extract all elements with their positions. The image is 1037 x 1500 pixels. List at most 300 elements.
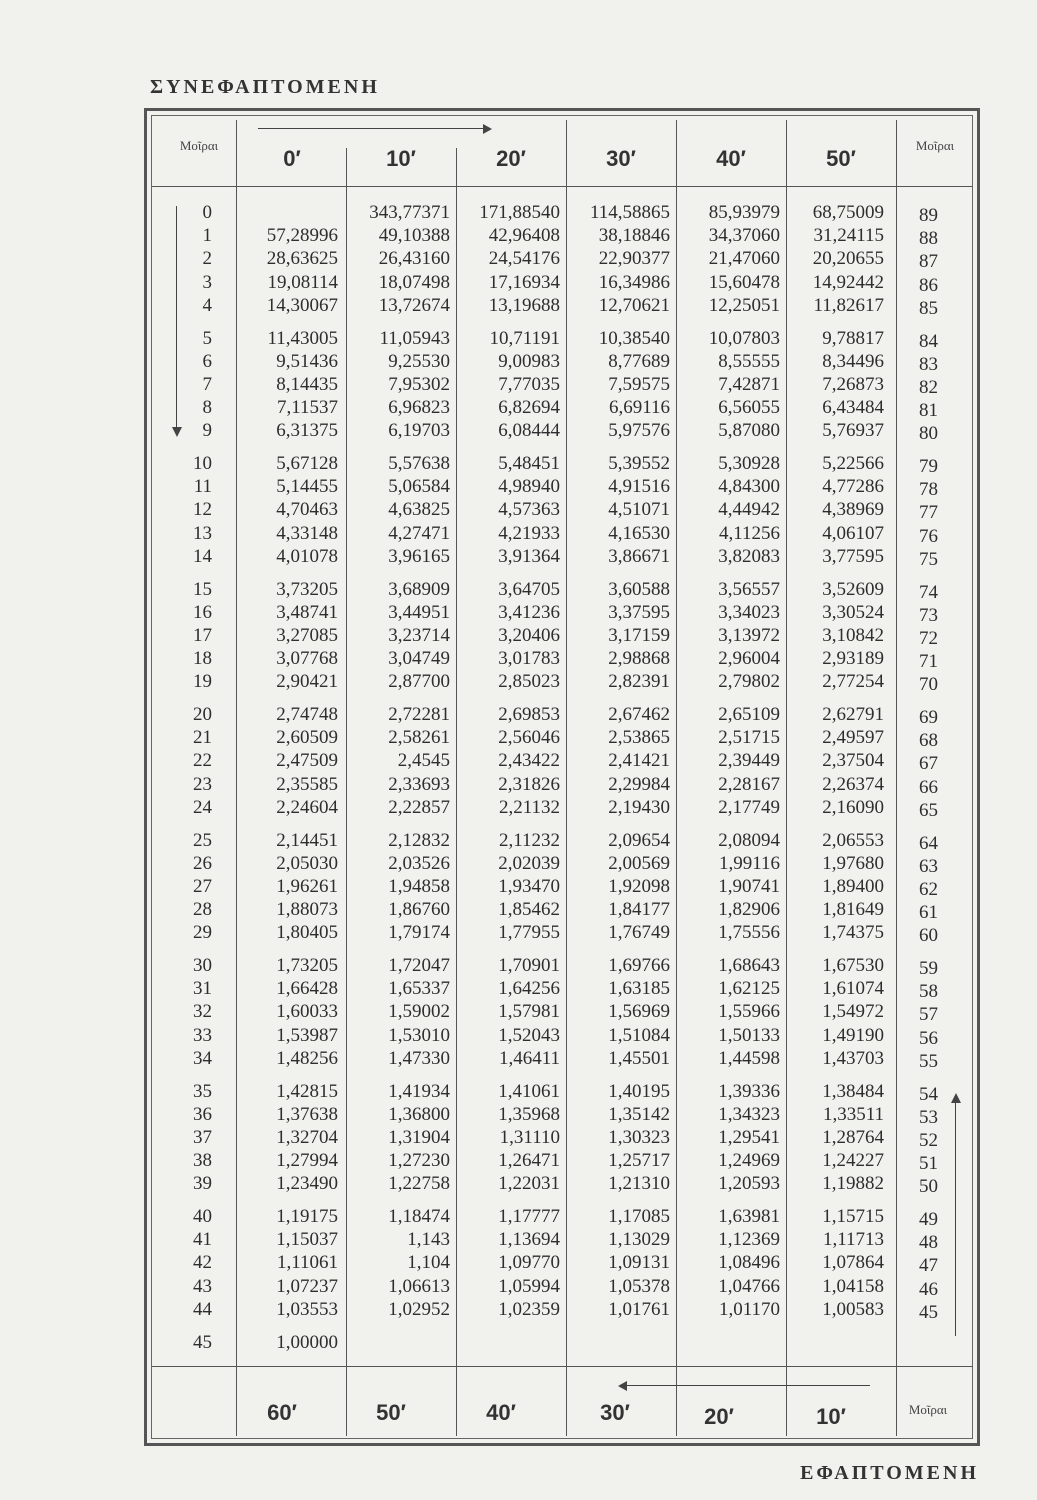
- table-cell: 10,38540: [598, 327, 670, 349]
- row-complement-degree: 46: [919, 1278, 938, 1300]
- table-cell: 1,69766: [608, 955, 670, 976]
- table-cell: 1,52043: [498, 1024, 560, 1046]
- table-cell: 7,95302: [388, 373, 450, 395]
- row-degree: 9: [202, 420, 212, 442]
- table-cell: 14,30067: [266, 294, 338, 316]
- table-cell: 4,57363: [498, 499, 560, 521]
- table-cell: 1,19882: [822, 1173, 884, 1195]
- table-cell: 1,01761: [608, 1298, 670, 1320]
- table-cell: 1,27230: [388, 1150, 450, 1172]
- table-cell: 10,71191: [489, 327, 560, 349]
- table-cell: 1,89400: [822, 875, 884, 897]
- row-degree: 8: [202, 397, 212, 419]
- row-degree: 39: [193, 1173, 212, 1195]
- table-cell: 2,82391: [608, 671, 670, 693]
- table-cell: 1,79174: [388, 922, 450, 944]
- table-cell: 2,79802: [718, 671, 780, 693]
- row-complement-degree: 61: [919, 902, 938, 924]
- table-cell: 4,01078: [276, 545, 338, 567]
- row-degree: 36: [193, 1103, 212, 1125]
- table-cell: 1,70901: [498, 955, 560, 976]
- table-cell: 3,27085: [276, 624, 338, 646]
- table-cell: 3,56557: [718, 578, 780, 600]
- row-complement-degree: 87: [919, 251, 938, 273]
- table-cell: 2,00569: [608, 852, 670, 874]
- table-cell: 6,96823: [388, 397, 450, 419]
- table-cell: 5,87080: [718, 420, 780, 442]
- row-complement-degree: 74: [919, 581, 938, 603]
- table-cell: 1,32704: [276, 1126, 338, 1148]
- row-complement-degree: 82: [919, 376, 938, 398]
- row-complement-degree: 47: [919, 1255, 938, 1277]
- table-cell: 1,24227: [822, 1150, 884, 1172]
- table-cell: 1,23490: [276, 1173, 338, 1195]
- row-degree: 14: [193, 545, 212, 567]
- row-degree: 17: [193, 624, 212, 646]
- table-cell: 1,96261: [276, 875, 338, 897]
- table-cell: 38,18846: [598, 225, 670, 247]
- table-cell: 2,60509: [276, 727, 338, 749]
- table-cell: 114,58865: [589, 202, 670, 223]
- table-cell: 13,19688: [488, 294, 560, 316]
- table-cell: 2,12832: [388, 829, 450, 851]
- table-cell: 22,90377: [598, 248, 670, 270]
- table-cell: 5,39552: [608, 453, 670, 474]
- table-cell: 6,08444: [498, 420, 560, 442]
- row-complement-degree: 62: [919, 878, 938, 900]
- table-cell: 2,39449: [718, 750, 780, 772]
- table-cell: 24,54176: [488, 248, 560, 270]
- table-cell: 2,05030: [276, 852, 338, 874]
- table-cell: 5,48451: [498, 453, 560, 474]
- row-degree: 31: [193, 978, 212, 1000]
- table-cell: 2,37504: [822, 750, 884, 772]
- row-complement-degree: 64: [919, 832, 938, 854]
- table-cell: 2,98868: [608, 648, 670, 670]
- table-cell: 2,62791: [822, 704, 884, 725]
- table-cell: 3,13972: [718, 624, 780, 646]
- table-cell: 1,94858: [388, 875, 450, 897]
- row-degree: 45: [193, 1331, 212, 1353]
- table-cell: 1,88073: [276, 899, 338, 921]
- table-cell: 1,26471: [498, 1150, 560, 1172]
- table-cell: 2,14451: [276, 829, 338, 851]
- table-cell: 3,77595: [822, 545, 884, 567]
- row-degree: 18: [193, 648, 212, 670]
- table-cell: 9,51436: [276, 350, 338, 372]
- table-cell: 1,53987: [276, 1024, 338, 1046]
- table-cell: 1,92098: [608, 875, 670, 897]
- table-cell: 1,02359: [498, 1298, 560, 1320]
- table-cell: 1,64256: [498, 978, 560, 1000]
- table-cell: 1,65337: [388, 978, 450, 1000]
- table-cell: 1,54972: [822, 1001, 884, 1023]
- row-degree: 44: [193, 1298, 212, 1320]
- row-degree: 30: [193, 955, 212, 976]
- row-degree: 26: [193, 852, 212, 874]
- header-col-10: 10′: [386, 146, 416, 171]
- table-cell: 2,41421: [608, 750, 670, 772]
- row-complement-degree: 69: [919, 707, 938, 728]
- table-cell: 20,20655: [812, 248, 884, 270]
- table-cell: 5,30928: [718, 453, 780, 474]
- table-cell: 9,00983: [498, 350, 560, 372]
- row-degree: 10: [193, 453, 212, 474]
- table-cell: 3,44951: [388, 601, 450, 623]
- table-cell: 2,26374: [822, 773, 884, 795]
- table-cell: 1,104: [407, 1252, 450, 1274]
- table-cell: 1,33511: [822, 1103, 884, 1125]
- table-cell: 2,49597: [822, 727, 884, 749]
- footer-col-10: 10′: [816, 1404, 846, 1429]
- row-degree: 33: [193, 1024, 212, 1046]
- table-cell: 10,07803: [708, 327, 780, 349]
- table-cell: 1,20593: [718, 1173, 780, 1195]
- header-col-20: 20′: [496, 146, 526, 171]
- table-cell: 1,80405: [276, 922, 338, 944]
- row-degree: 4: [202, 294, 212, 316]
- table-cell: 2,87700: [388, 671, 450, 693]
- row-complement-degree: 58: [919, 981, 938, 1003]
- table-cell: 1,13029: [608, 1229, 670, 1251]
- top-title: ΣΥΝΕΦΑΠΤΟΜΕΝΗ: [150, 76, 380, 98]
- table-cell: 1,74375: [822, 922, 884, 944]
- row-complement-degree: 55: [919, 1050, 938, 1072]
- row-complement-degree: 72: [919, 627, 938, 649]
- table-cell: 11,43005: [267, 327, 338, 349]
- table-cell: 1,24969: [718, 1150, 780, 1172]
- table-cell: 1,11713: [822, 1229, 884, 1251]
- table-cell: 1,43703: [822, 1047, 884, 1069]
- table-cell: 2,85023: [498, 671, 560, 693]
- table-cell: 4,21933: [498, 522, 560, 544]
- table-cell: 2,47509: [276, 750, 338, 772]
- table-cell: 28,63625: [266, 248, 338, 270]
- table-cell: 1,75556: [718, 922, 780, 944]
- table-cell: 1,11061: [276, 1252, 338, 1274]
- table-cell: 1,50133: [718, 1024, 780, 1046]
- table-cell: 1,40195: [608, 1080, 670, 1102]
- table-cell: 4,44942: [718, 499, 780, 521]
- table-cell: 3,10842: [822, 624, 884, 646]
- table-cell: 3,34023: [718, 601, 780, 623]
- table-cell: 1,59002: [388, 1001, 450, 1023]
- table-cell: 4,06107: [822, 522, 884, 544]
- header-col-40: 40′: [716, 146, 746, 171]
- row-degree: 16: [193, 601, 212, 623]
- table-cell: 9,25530: [388, 350, 450, 372]
- table-cell: 1,68643: [718, 955, 780, 976]
- row-complement-degree: 51: [919, 1153, 938, 1175]
- table-cell: 1,04158: [822, 1275, 884, 1297]
- table-cell: 1,77955: [498, 922, 560, 944]
- table-cell: 2,22857: [388, 796, 450, 818]
- table-cell: 1,39336: [718, 1080, 780, 1102]
- table-cell: 5,22566: [822, 453, 884, 474]
- row-complement-degree: 77: [919, 502, 938, 524]
- table-cell: 1,36800: [388, 1103, 450, 1125]
- row-complement-degree: 48: [919, 1232, 938, 1254]
- table-cell: 3,30524: [822, 601, 884, 623]
- row-degree: 7: [202, 373, 212, 395]
- row-complement-degree: 67: [919, 753, 938, 775]
- table-cell: 2,09654: [608, 829, 670, 851]
- table-cell: 2,77254: [822, 671, 884, 693]
- table-cell: 2,67462: [608, 704, 670, 725]
- row-complement-degree: 59: [919, 958, 938, 979]
- table-cell: 1,60033: [276, 1001, 338, 1023]
- table-cell: 1,93470: [498, 875, 560, 897]
- table-cell: 16,34986: [598, 271, 670, 293]
- row-degree: 29: [193, 922, 212, 944]
- table-cell: 8,77689: [608, 350, 670, 372]
- table-cell: 1,90741: [718, 875, 780, 897]
- table-cell: 11,05943: [379, 327, 450, 349]
- table-cell: 1,05994: [498, 1275, 560, 1297]
- table-cell: 4,51071: [608, 499, 670, 521]
- table-cell: 2,43422: [498, 750, 560, 772]
- header-col-30: 30′: [606, 146, 636, 171]
- table-cell: 1,63185: [608, 978, 670, 1000]
- row-complement-degree: 73: [919, 604, 938, 626]
- footer-rule: [152, 1366, 973, 1367]
- row-complement-degree: 89: [919, 205, 938, 226]
- table-cell: 3,20406: [498, 624, 560, 646]
- table-cell: 1,99116: [718, 852, 780, 874]
- table-cell: 1,31110: [499, 1126, 560, 1148]
- table-cell: 2,90421: [276, 671, 338, 693]
- row-degree: 35: [193, 1080, 212, 1102]
- table-cell: 7,26873: [822, 373, 884, 395]
- table-cell: 1,02952: [388, 1298, 450, 1320]
- bottom-title: ΕΦΑΠΤΟΜΕΝΗ: [800, 1462, 979, 1484]
- table-cell: 5,67128: [276, 453, 338, 474]
- table-cell: 2,53865: [608, 727, 670, 749]
- row-degree: 0: [202, 202, 212, 223]
- table-cell: 2,74748: [276, 704, 338, 725]
- row-degree: 28: [193, 899, 212, 921]
- table-cell: 1,49190: [822, 1024, 884, 1046]
- table-cell: 8,34496: [822, 350, 884, 372]
- table-cell: 2,21132: [498, 796, 560, 818]
- row-degree: 11: [193, 476, 212, 498]
- table-cell: 21,47060: [708, 248, 780, 270]
- table-cell: 1,09770: [498, 1252, 560, 1274]
- table-cell: 1,06613: [388, 1275, 450, 1297]
- row-complement-degree: 70: [919, 674, 938, 696]
- table-cell: 3,96165: [388, 545, 450, 567]
- table-cell: 1,46411: [498, 1047, 560, 1069]
- footer-right-label: Μοῖραι: [908, 1402, 948, 1417]
- table-cell: 14,92442: [812, 271, 884, 293]
- table-cell: 1,15715: [822, 1206, 884, 1227]
- table-cell: 1,19175: [276, 1206, 338, 1227]
- row-complement-degree: 88: [919, 228, 938, 250]
- row-complement-degree: 52: [919, 1129, 938, 1151]
- table-cell: 2,02039: [498, 852, 560, 874]
- table-cell: 1,44598: [718, 1047, 780, 1069]
- row-degree: 6: [202, 350, 212, 372]
- table-cell: 1,61074: [822, 978, 884, 1000]
- table-cell: 1,13694: [498, 1229, 560, 1251]
- table-cell: 4,91516: [608, 476, 670, 498]
- table-cell: 1,29541: [718, 1126, 780, 1148]
- table-cell: 1,07864: [822, 1252, 884, 1274]
- row-complement-degree: 60: [919, 925, 938, 947]
- table-cell: 5,76937: [822, 420, 884, 442]
- row-degree: 32: [193, 1001, 212, 1023]
- table-cell: 1,30323: [608, 1126, 670, 1148]
- row-degree: 43: [193, 1275, 212, 1297]
- table-cell: 171,88540: [479, 202, 560, 223]
- table-cell: 6,56055: [718, 397, 780, 419]
- row-complement-degree: 83: [919, 353, 938, 375]
- row-degree: 27: [193, 875, 212, 897]
- row-complement-degree: 79: [919, 456, 938, 477]
- table-cell: 5,97576: [608, 420, 670, 442]
- row-degree: 22: [193, 750, 212, 772]
- table-cell: 4,27471: [388, 522, 450, 544]
- table-cell: 6,43484: [822, 397, 884, 419]
- table-cell: 34,37060: [708, 225, 780, 247]
- table-cell: 1,81649: [822, 899, 884, 921]
- header-rule: [152, 186, 973, 187]
- table-cell: 2,65109: [718, 704, 780, 725]
- column-divider: [896, 120, 897, 1436]
- table-cell: 1,62125: [718, 978, 780, 1000]
- row-degree: 3: [202, 271, 212, 293]
- row-degree: 25: [193, 829, 212, 851]
- footer-col-30: 30′: [600, 1400, 630, 1425]
- table-cell: 1,28764: [822, 1126, 884, 1148]
- table-cell: 1,82906: [718, 899, 780, 921]
- table-cell: 1,84177: [608, 899, 670, 921]
- table-cell: 1,17777: [498, 1206, 560, 1227]
- table-cell: 1,47330: [388, 1047, 450, 1069]
- table-cell: 68,75009: [812, 202, 884, 223]
- footer-col-20: 20′: [704, 1404, 734, 1429]
- table-cell: 1,73205: [276, 955, 338, 976]
- row-degree: 12: [193, 499, 212, 521]
- row-complement-degree: 57: [919, 1004, 938, 1026]
- table-cell: 4,38969: [822, 499, 884, 521]
- table-cell: 2,96004: [718, 648, 780, 670]
- table-cell: 5,14455: [276, 476, 338, 498]
- header-right-label: Μοῖραι: [915, 138, 955, 153]
- table-cell: 1,86760: [388, 899, 450, 921]
- table-cell: 12,25051: [708, 294, 780, 316]
- table-cell: 1,66428: [276, 978, 338, 1000]
- table-cell: 1,63981: [718, 1206, 780, 1227]
- table-cell: 2,51715: [718, 727, 780, 749]
- table-cell: 4,11256: [718, 522, 780, 544]
- table-cell: 4,98940: [498, 476, 560, 498]
- table-cell: 2,11232: [498, 829, 560, 851]
- table-cell: 2,16090: [822, 796, 884, 818]
- row-complement-degree: 66: [919, 776, 938, 798]
- table-cell: 3,91364: [498, 545, 560, 567]
- table-cell: 4,16530: [608, 522, 670, 544]
- table-cell: 2,17749: [718, 796, 780, 818]
- table-cell: 8,14435: [276, 373, 338, 395]
- table-cell: 2,06553: [822, 829, 884, 851]
- row-degree: 20: [193, 704, 212, 725]
- table-cell: 2,28167: [718, 773, 780, 795]
- table-cell: 19,08114: [267, 271, 338, 293]
- table-cell: 1,34323: [718, 1103, 780, 1125]
- table-cell: 31,24115: [813, 225, 884, 247]
- table-cell: 1,48256: [276, 1047, 338, 1069]
- table-cell: 1,38484: [822, 1080, 884, 1102]
- row-degree: 40: [193, 1206, 212, 1227]
- row-complement-degree: 53: [919, 1106, 938, 1128]
- header-col-50: 50′: [826, 146, 856, 171]
- table-cell: 1,05378: [608, 1275, 670, 1297]
- table-cell: 12,70621: [598, 294, 670, 316]
- table-cell: 1,22031: [498, 1173, 560, 1195]
- row-degree: 19: [193, 671, 212, 693]
- table-cell: 1,01170: [718, 1298, 780, 1320]
- table-cell: 6,69116: [608, 397, 670, 419]
- table-cell: 3,64705: [498, 578, 560, 600]
- footer-col-50: 50′: [376, 1400, 406, 1425]
- row-complement-degree: 71: [919, 651, 938, 673]
- table-cell: 2,69853: [498, 704, 560, 725]
- table-cell: 4,84300: [718, 476, 780, 498]
- table-cell: 1,31904: [388, 1126, 450, 1148]
- header-col-0: 0′: [283, 146, 301, 171]
- table-cell: 7,77035: [498, 373, 560, 395]
- row-complement-degree: 80: [919, 423, 938, 445]
- table-cell: 1,35968: [498, 1103, 560, 1125]
- table-cell: 26,43160: [378, 248, 450, 270]
- row-complement-degree: 86: [919, 274, 938, 296]
- table-cell: 1,55966: [718, 1001, 780, 1023]
- table-cell: 1,57981: [498, 1001, 560, 1023]
- table-cell: 4,63825: [388, 499, 450, 521]
- table-cell: 17,16934: [488, 271, 560, 293]
- table-cell: 2,03526: [388, 852, 450, 874]
- table-cell: 1,143: [407, 1229, 450, 1251]
- row-complement-degree: 85: [919, 297, 938, 319]
- table-cell: 2,35585: [276, 773, 338, 795]
- row-degree: 37: [193, 1126, 212, 1148]
- table-cell: 2,24604: [276, 796, 338, 818]
- row-complement-degree: 75: [919, 548, 938, 570]
- table-cell: 7,11537: [276, 397, 338, 419]
- table-cell: 3,07768: [276, 648, 338, 670]
- table-cell: 1,41934: [388, 1080, 450, 1102]
- table-cell: 3,68909: [388, 578, 450, 600]
- table-cell: 2,93189: [822, 648, 884, 670]
- table-cell: 1,18474: [388, 1206, 450, 1227]
- table-cell: 2,56046: [498, 727, 560, 749]
- row-complement-degree: 45: [919, 1301, 938, 1323]
- row-degree: 5: [202, 327, 212, 349]
- row-degree: 41: [193, 1229, 212, 1251]
- row-complement-degree: 54: [919, 1083, 938, 1105]
- table-cell: 1,04766: [718, 1275, 780, 1297]
- table-cell: 1,67530: [822, 955, 884, 976]
- row-degree: 38: [193, 1150, 212, 1172]
- row-degree: 15: [193, 578, 212, 600]
- table-cell: 5,57638: [388, 453, 450, 474]
- footer-col-60: 60′: [267, 1400, 297, 1425]
- table-cell: 1,27994: [276, 1150, 338, 1172]
- table-cell: 9,78817: [822, 327, 884, 349]
- table-cell: 2,08094: [718, 829, 780, 851]
- table-cell: 3,60588: [608, 578, 670, 600]
